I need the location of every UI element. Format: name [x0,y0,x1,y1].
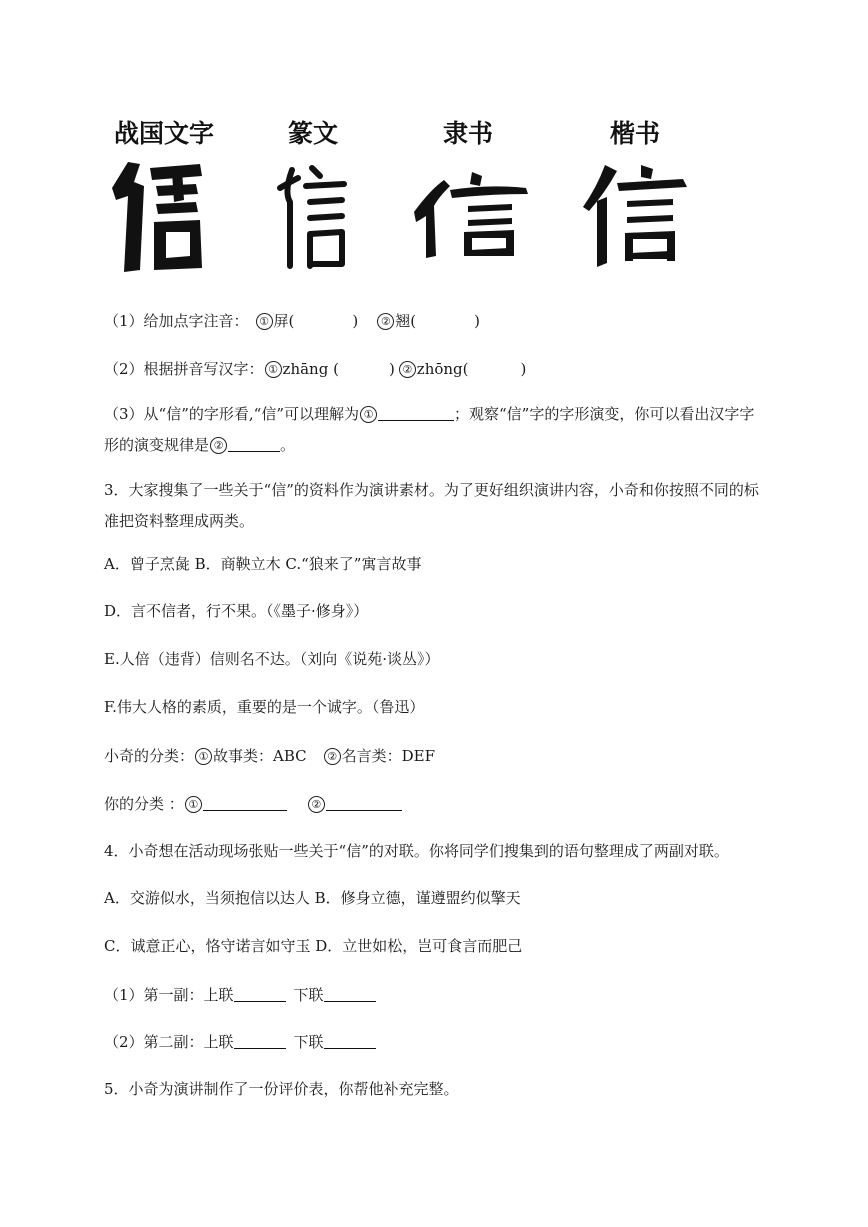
circle-number: ② [377,313,394,330]
q2-part1-a-char: 屏( [273,312,295,330]
q5-stem: 5．小奇为演讲制作了一份评价表，你帮他补充完整。 [104,1080,459,1098]
q2-part2-b-pinyin: zhōng( [416,360,469,378]
q2-part2-line [104,361,526,378]
clerical-xin-glyph [410,172,532,260]
q2-part3-prefix: （3）从“信”的字形看,“信”可以理解为 [104,405,359,423]
circle-number: ① [360,406,377,423]
q4-option-ab: A．交游似水，当须抱信以达人 B．修身立德，谨遵盟约似擎天 [104,889,521,907]
q2-part1-b-char: 翘( [395,312,417,330]
warring-states-xin-glyph [110,160,205,275]
answer-blank[interactable] [234,987,286,1002]
q2-part3-end: 。 [280,436,296,454]
answer-blank[interactable] [324,1034,376,1049]
paren-close: ) [474,312,480,330]
circle-number: ② [324,748,341,765]
xiaoqi-story-class: 故事类：ABC [213,747,307,765]
label-seal-script: 篆文 [288,119,339,148]
answer-blank[interactable] [234,1034,286,1049]
pair1-prefix: （1）第一副：上联 [104,986,234,1004]
xiaoqi-prefix: 小奇的分类： [104,747,195,765]
q2-part1-line [104,313,480,330]
label-warring-states: 战国文字 [114,119,215,148]
circle-number: ② [399,361,416,378]
your-classification [104,796,402,813]
pair1-mid: 下联 [293,986,324,1004]
q3-option-f: F.伟大人格的素质，重要的是一个诚字。（鲁迅） [104,698,425,716]
circle-number: ① [185,796,202,813]
circle-number: ② [308,796,325,813]
circle-number: ② [210,437,227,454]
q4-option-cd: C．诚意正心，恪守诺言如守玉 D．立世如松，岂可食言而肥己 [104,937,523,955]
your-prefix: 你的分类 ： [104,795,184,813]
answer-blank[interactable] [378,406,454,421]
paren-close: ) [352,312,359,330]
circle-number: ① [265,361,282,378]
label-clerical-script: 隶书 [443,119,494,148]
q4-stem: 4．小奇想在活动现场张贴一些关于“信”的对联。你将同学们搜集到的语句整理成了两副对联。 [104,842,729,860]
circle-number: ① [256,313,273,330]
pair2-mid: 下联 [293,1033,324,1051]
answer-blank[interactable] [326,796,402,811]
answer-blank[interactable] [228,437,280,452]
xiaoqi-quote-class: 名言类：DEF [341,747,436,765]
q2-part3-mid: ；观察“信”字的字形演变，你可以看出汉字字形的演变规律是 [104,405,755,454]
q3-stem: 3．大家搜集了一些关于“信”的资料作为演讲素材。为了更好组织演讲内容，小奇和你按照不同的标准把资料整理成两类。 [104,481,759,530]
seal-xin-glyph [272,162,352,272]
q3-option-e: E.人倍（违背）信则名不达。（刘向《说苑·谈丛》） [104,650,440,668]
q2-part3-paragraph [104,399,764,461]
xiaoqi-classification [104,748,435,765]
answer-blank[interactable] [324,987,376,1002]
answer-blank[interactable] [203,796,287,811]
paren-close: ) [520,360,527,378]
paren-close: ) [388,360,395,378]
q2-part2-prefix: （2）根据拼音写汉字： [104,360,264,378]
regular-xin-glyph [575,163,693,268]
q3-option-abc: A．曾子烹彘 B．商鞅立木 C.“狼来了”寓言故事 [104,555,422,573]
pair2-prefix: （2）第二副：上联 [104,1033,234,1051]
q3-option-d: D．言不信者，行不果。（《墨子·修身》） [104,602,369,620]
q2-part1-prefix: （1）给加点字注音： [104,312,249,330]
q2-part2-a-pinyin: zhāng ( [282,360,339,378]
label-regular-script: 楷书 [610,119,661,148]
q4-pair2 [104,1034,376,1050]
q4-pair1 [104,987,376,1003]
circle-number: ① [195,748,212,765]
